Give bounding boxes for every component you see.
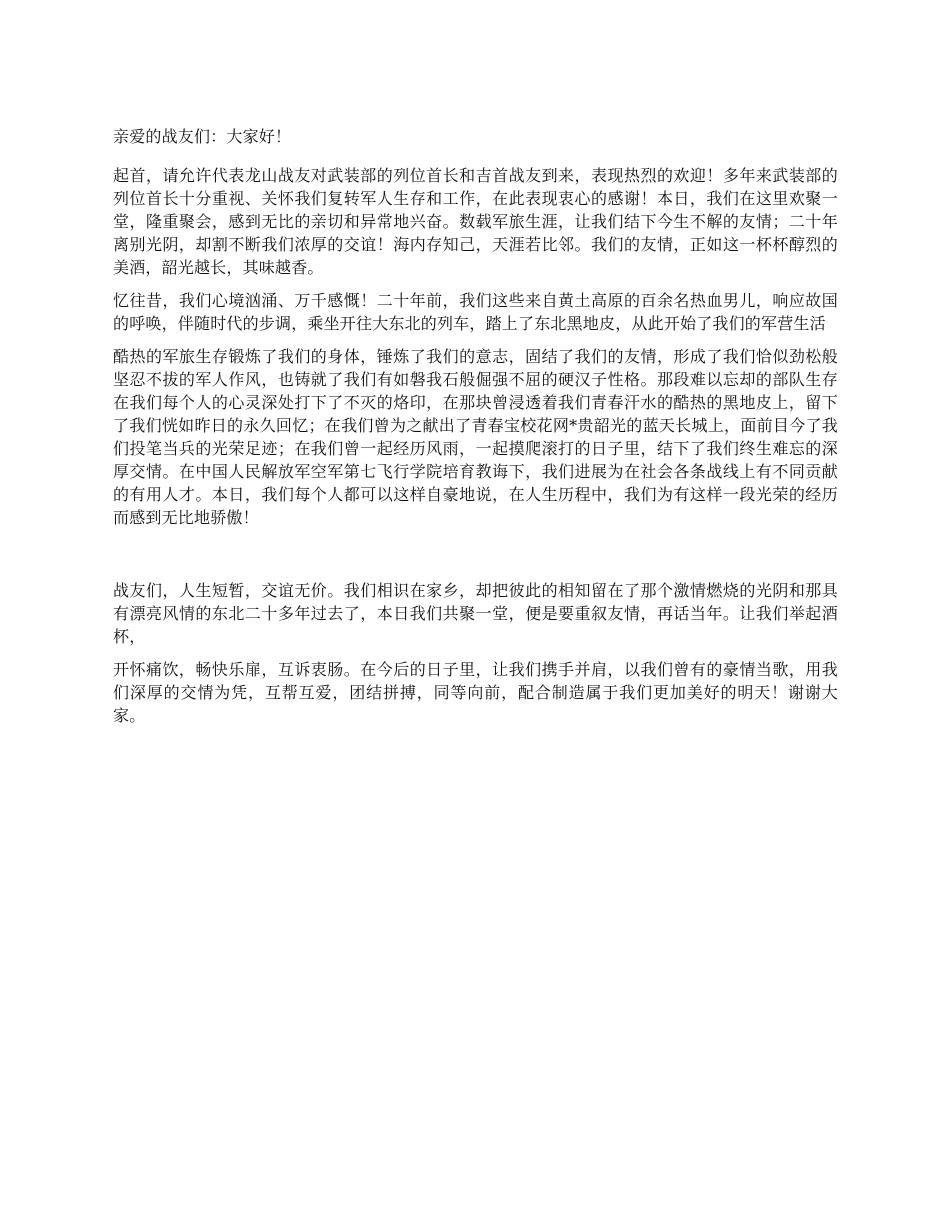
paragraph-comrades: 战友们，人生短暂，交谊无价。我们相识在家乡，却把彼此的相知留在了那个激情燃烧的光阴和那具有漂亮风情的东北二十多年过去了，本日我们共聚一堂，便是要重叙友情，再话当年。让我们举起酒杯， [113,581,838,646]
paragraph-military-life: 酷热的军旅生存锻炼了我们的身体，锤炼了我们的意志，固结了我们的友情，形成了我们恰似劲松般坚忍不拔的军人作风，也铸就了我们有如磐我石般倔强不屈的硬汉子性格。那段难以忘却的部队生存在我们每个人的心灵深处打下了不灭的烙印，在那块曾浸透着我们青春汗水的酷热的黑地皮上，留下了我们恍如昨日的永久回忆；在我们曾为之献出了青春宝校花网*贵韶光的蓝天长城上，面前目今了我们投笔当兵的光荣足迹；在我们曾一起经历风雨，一起摸爬滚打的日子里，结下了我们终生难忘的深厚交情。在中国人民解放军空军第七飞行学院培育教诲下，我们进展为在社会各条战线上有不同贡献的有用人才。本日，我们每个人都可以这样自豪地说，在人生历程中，我们为有这样一段光荣的经历而感到无比地骄傲！ [113,347,838,527]
paragraph-memories: 忆往昔，我们心境汹涌、万千感慨！二十年前，我们这些来自黄土高原的百余名热血男儿，响应故国的呼唤，伴随时代的步调，乘坐开往大东北的列车，踏上了东北黑地皮，从此开始了我们的军营生活 [113,291,838,333]
paragraph-spacer [113,539,838,579]
document-page [113,125,838,737]
paragraph-closing: 开怀痛饮，畅快乐扉，互诉衷肠。在今后的日子里，让我们携手并肩，以我们曾有的豪情当歌，用我们深厚的交情为凭，互帮互爱，团结拼搏，同等向前，配合制造属于我们更加美好的明天！谢谢大家。 [113,660,838,725]
paragraph-welcome: 起首，请允许代表龙山战友对武装部的列位首长和吉首战友到来，表现热烈的欢迎！多年来武装部的列位首长十分重视、关怀我们复转军人生存和工作，在此表现衷心的感谢！本日，我们在这里欢聚一堂，隆重聚会，感到无比的亲切和异常地兴奋。数载军旅生涯，让我们结下今生不解的友情；二十年离别光阴，却割不断我们浓厚的交谊！海内存知己，天涯若比邻。我们的友情，正如这一杯杯醇烈的美酒，韶光越长，其味越香。 [113,166,838,277]
greeting: 亲爱的战友们：大家好！ [113,127,292,146]
